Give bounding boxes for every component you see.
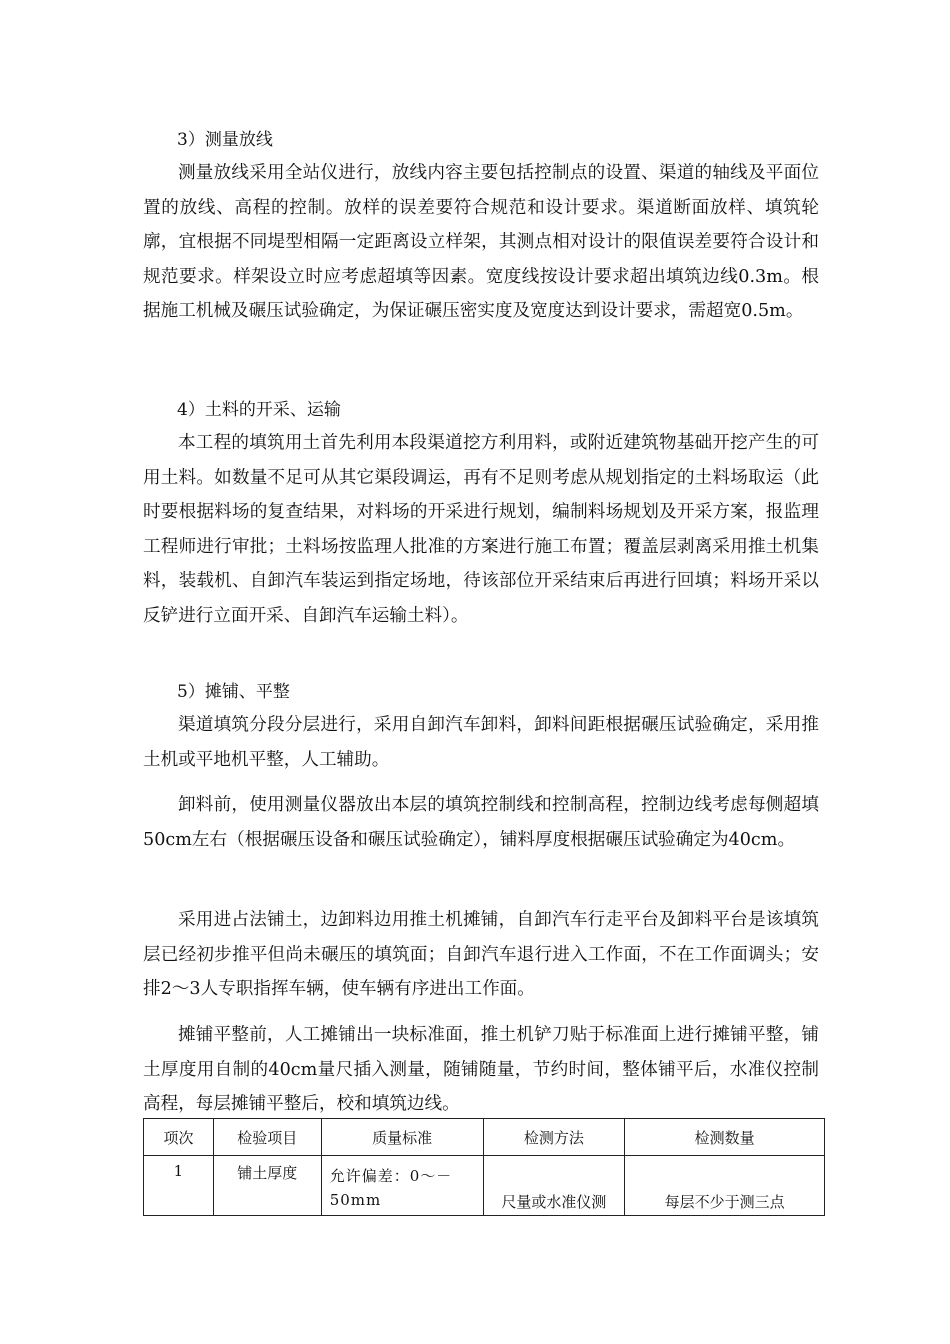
paragraph-spreading-3: 采用进占法铺土，边卸料边用推土机摊铺，自卸汽车行走平台及卸料平台是该填筑层已经初步推平但尚未碾压的填筑面；自卸汽车退行进入工作面，不在工作面调头；安排2～3人专职指挥车辆，使车辆有序进出工作面。 <box>143 910 819 999</box>
table-header-cell: 检测方法 <box>483 1119 625 1156</box>
table-header-cell: 检验项目 <box>213 1119 321 1156</box>
section-heading-spreading: 5）摊铺、平整 <box>177 682 290 702</box>
table-header-row <box>144 1119 825 1156</box>
paragraph-spreading-4: 摊铺平整前，人工摊铺出一块标准面，推土机铲刀贴于标准面上进行摊铺平整，铺土厚度用自制的40cm量尺插入测量，随铺随量，节约时间，整体铺平后，水准仪控制高程，每层摊铺平整后，校和填筑边线。 <box>143 1025 819 1114</box>
table-header-cell: 项次 <box>144 1119 214 1156</box>
table-cell-inspection-item: 铺土厚度 <box>213 1156 321 1216</box>
paragraph-excavation: 本工程的填筑用土首先利用本段渠道挖方利用料，或附近建筑物基础开挖产生的可用土料。如数量不足可从其它渠段调运，再有不足则考虑从规划指定的土料场取运（此时要根据料场的复查结果，对料场的开采进行规划，编制料场规划及开采方案，报监理工程师进行审批；土料场按监理人批准的方案进行施工布置；覆盖层剥离采用推土机集料，装载机、自卸汽车装运到指定场地，待该部位开采结束后再进行回填；料场开采以反铲进行立面开采、自卸汽车运输土料）。 <box>143 433 819 626</box>
table-cell-quality-standard: 允许偏差：0～－50mm <box>321 1156 483 1216</box>
table-cell-test-quantity: 每层不少于测三点 <box>625 1156 825 1216</box>
inspection-table <box>143 1118 825 1216</box>
table-header-cell: 检测数量 <box>625 1119 825 1156</box>
paragraph-spreading-2: 卸料前，使用测量仪器放出本层的填筑控制线和控制高程，控制边线考虑每侧超填50cm左右（根据碾压设备和碾压试验确定），铺料厚度根据碾压试验确定为40cm。 <box>143 795 819 850</box>
table-cell-item-no: 1 <box>144 1156 214 1216</box>
section-heading-survey: 3）测量放线 <box>177 130 273 150</box>
table-cell-test-method: 尺量或水准仪测 <box>483 1156 625 1216</box>
paragraph-survey: 测量放线采用全站仪进行，放线内容主要包括控制点的设置、渠道的轴线及平面位置的放线、高程的控制。放样的误差要符合规范和设计要求。渠道断面放样、填筑轮廓，宜根据不同堤型相隔一定距离设立样架，其测点相对设计的限值误差要符合设计和规范要求。样架设立时应考虑超填等因素。宽度线按设计要求超出填筑边线0.3m。根据施工机械及碾压试验确定，为保证碾压密实度及宽度达到设计要求，需超宽0.5m。 <box>143 163 819 321</box>
table-header-cell: 质量标准 <box>321 1119 483 1156</box>
paragraph-spreading-1: 渠道填筑分段分层进行，采用自卸汽车卸料，卸料间距根据碾压试验确定，采用推土机或平地机平整，人工辅助。 <box>143 715 819 770</box>
section-heading-excavation: 4）土料的开采、运输 <box>177 400 341 420</box>
table-row <box>144 1156 825 1216</box>
